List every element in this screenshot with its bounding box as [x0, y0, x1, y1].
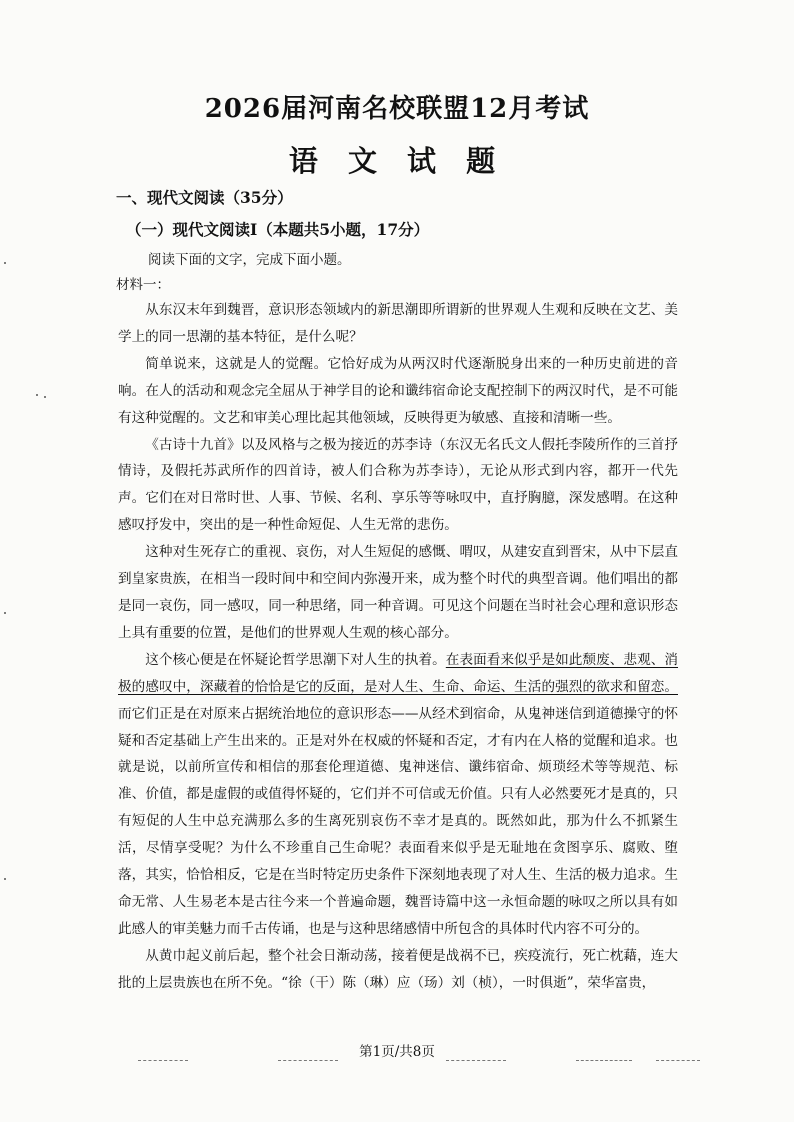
scan-speck [4, 878, 6, 880]
scan-speck [36, 394, 38, 396]
scan-speck [44, 396, 46, 398]
paragraph-2: 简单说来，这就是人的觉醒。它恰好成为从两汉时代逐渐脱身出来的一种历史前进的音响。在人的活动和观念完全屈从于神学目的论和谶纬宿命论支配控制下的两汉时代，是不可能有这种觉醒的。文艺和审美心理比起其他领域，反映得更为敏感、直接和清晰一些。 [118, 355, 678, 426]
paragraph-3: 《古诗十九首》以及风格与之极为接近的苏李诗（东汉无名氏文人假托李陵所作的三首抒情诗，及假托苏武所作的四首诗，被人们合称为苏李诗），无论从形式到内容，都开一代先声。它们在对日常时世、人事、节候、名利、享乐等等咏叹中，直抒胸臆，深发感喟。在这种感叹抒发中，突出的是一种性命短促、人生无常的悲伤。 [118, 436, 678, 534]
footer-divider [656, 1060, 700, 1061]
page-number: 第1页/共8页 [359, 1044, 435, 1060]
instruction-text: 阅读下面的文字，完成下面小题。 [148, 252, 351, 268]
exam-title: 2026届河南名校联盟12月考试 [204, 94, 590, 124]
section-heading: 一、现代文阅读（35分） [116, 188, 293, 207]
paragraph-6: 从黄巾起义前后起，整个社会日渐动荡，接着便是战祸不已，疾疫流行，死亡枕藉，连大批的上层贵族也在所不免。“徐（干）陈（琳）应（玚）刘（桢），一时俱逝”，荣华富贵， [118, 947, 678, 991]
paragraph-5 [118, 647, 678, 943]
subject-title: 语 文 试 题 [288, 144, 506, 178]
footer-divider [138, 1060, 188, 1061]
paragraph-1: 从东汉末年到魏晋，意识形态领域内的新思潮即所谓新的世界观人生观和反映在文艺、美学上的同一思潮的基本特征，是什么呢？ [118, 302, 678, 345]
footer-divider [278, 1060, 338, 1061]
scan-speck [4, 612, 6, 614]
material-label: 材料一： [116, 277, 170, 293]
paragraph-5-start: 这个核心便是在怀疑论哲学思潮下对人生的执着。 [145, 651, 446, 668]
footer-divider [576, 1060, 632, 1061]
footer-divider [446, 1060, 506, 1061]
subsection-heading: （一）现代文阅读Ⅰ（本题共5小题，17分） [126, 220, 430, 239]
passage [118, 297, 678, 997]
scan-speck [4, 262, 6, 264]
paragraph-5-rest: 而它们正是在对原来占据统治地位的意识形态——从经术到宿命，从鬼神迷信到道德操守的怀疑和否定基础上产生出来的。正是对外在权威的怀疑和否定，才有内在人格的觉醒和追求。也就是说，以前所宣传和相信的那套伦理道德、鬼神迷信、谶纬宿命、烦琐经术等等规范、标准、价值，都是虚假的或值得怀疑的，它们并不可信或无价值。只有人必然要死才是真的，只有短促的人生中总充满那么多的生离死别哀伤不幸才是真的。既然如此，那为什么不抓紧生活，尽情享受呢？为什么不珍重自己生命呢？表面看来似乎是无耻地在贪图享乐、腐败、堕落，其实，恰恰相反，它是在当时特定历史条件下深刻地表现了对人生、生活的极力追求。生命无常、人生易老本是古往今来一个普遍命题，魏晋诗篇中这一永恒命题的咏叹之所以具有如此感人的审美魅力而千古传诵，也是与这种思绪感情中所包含的具体时代内容不可分的。 [118, 705, 678, 937]
paragraph-4: 这种对生死存亡的重视、哀伤，对人生短促的感慨、喟叹，从建安直到晋宋，从中下层直到皇家贵族，在相当一段时间中和空间内弥漫开来，成为整个时代的典型音调。他们唱出的都是同一哀伤，同一感叹，同一种思绪，同一种音调。可见这个问题在当时社会心理和意识形态上具有重要的位置，是他们的世界观人生观的核心部分。 [118, 544, 678, 641]
underlined-sentence: 在表面看来似乎是如此颓废、悲观、消极的感叹中，深藏着的恰恰是它的反面，是对人生、生命、命运、生活的强烈的欲求和留恋。 [118, 651, 679, 695]
